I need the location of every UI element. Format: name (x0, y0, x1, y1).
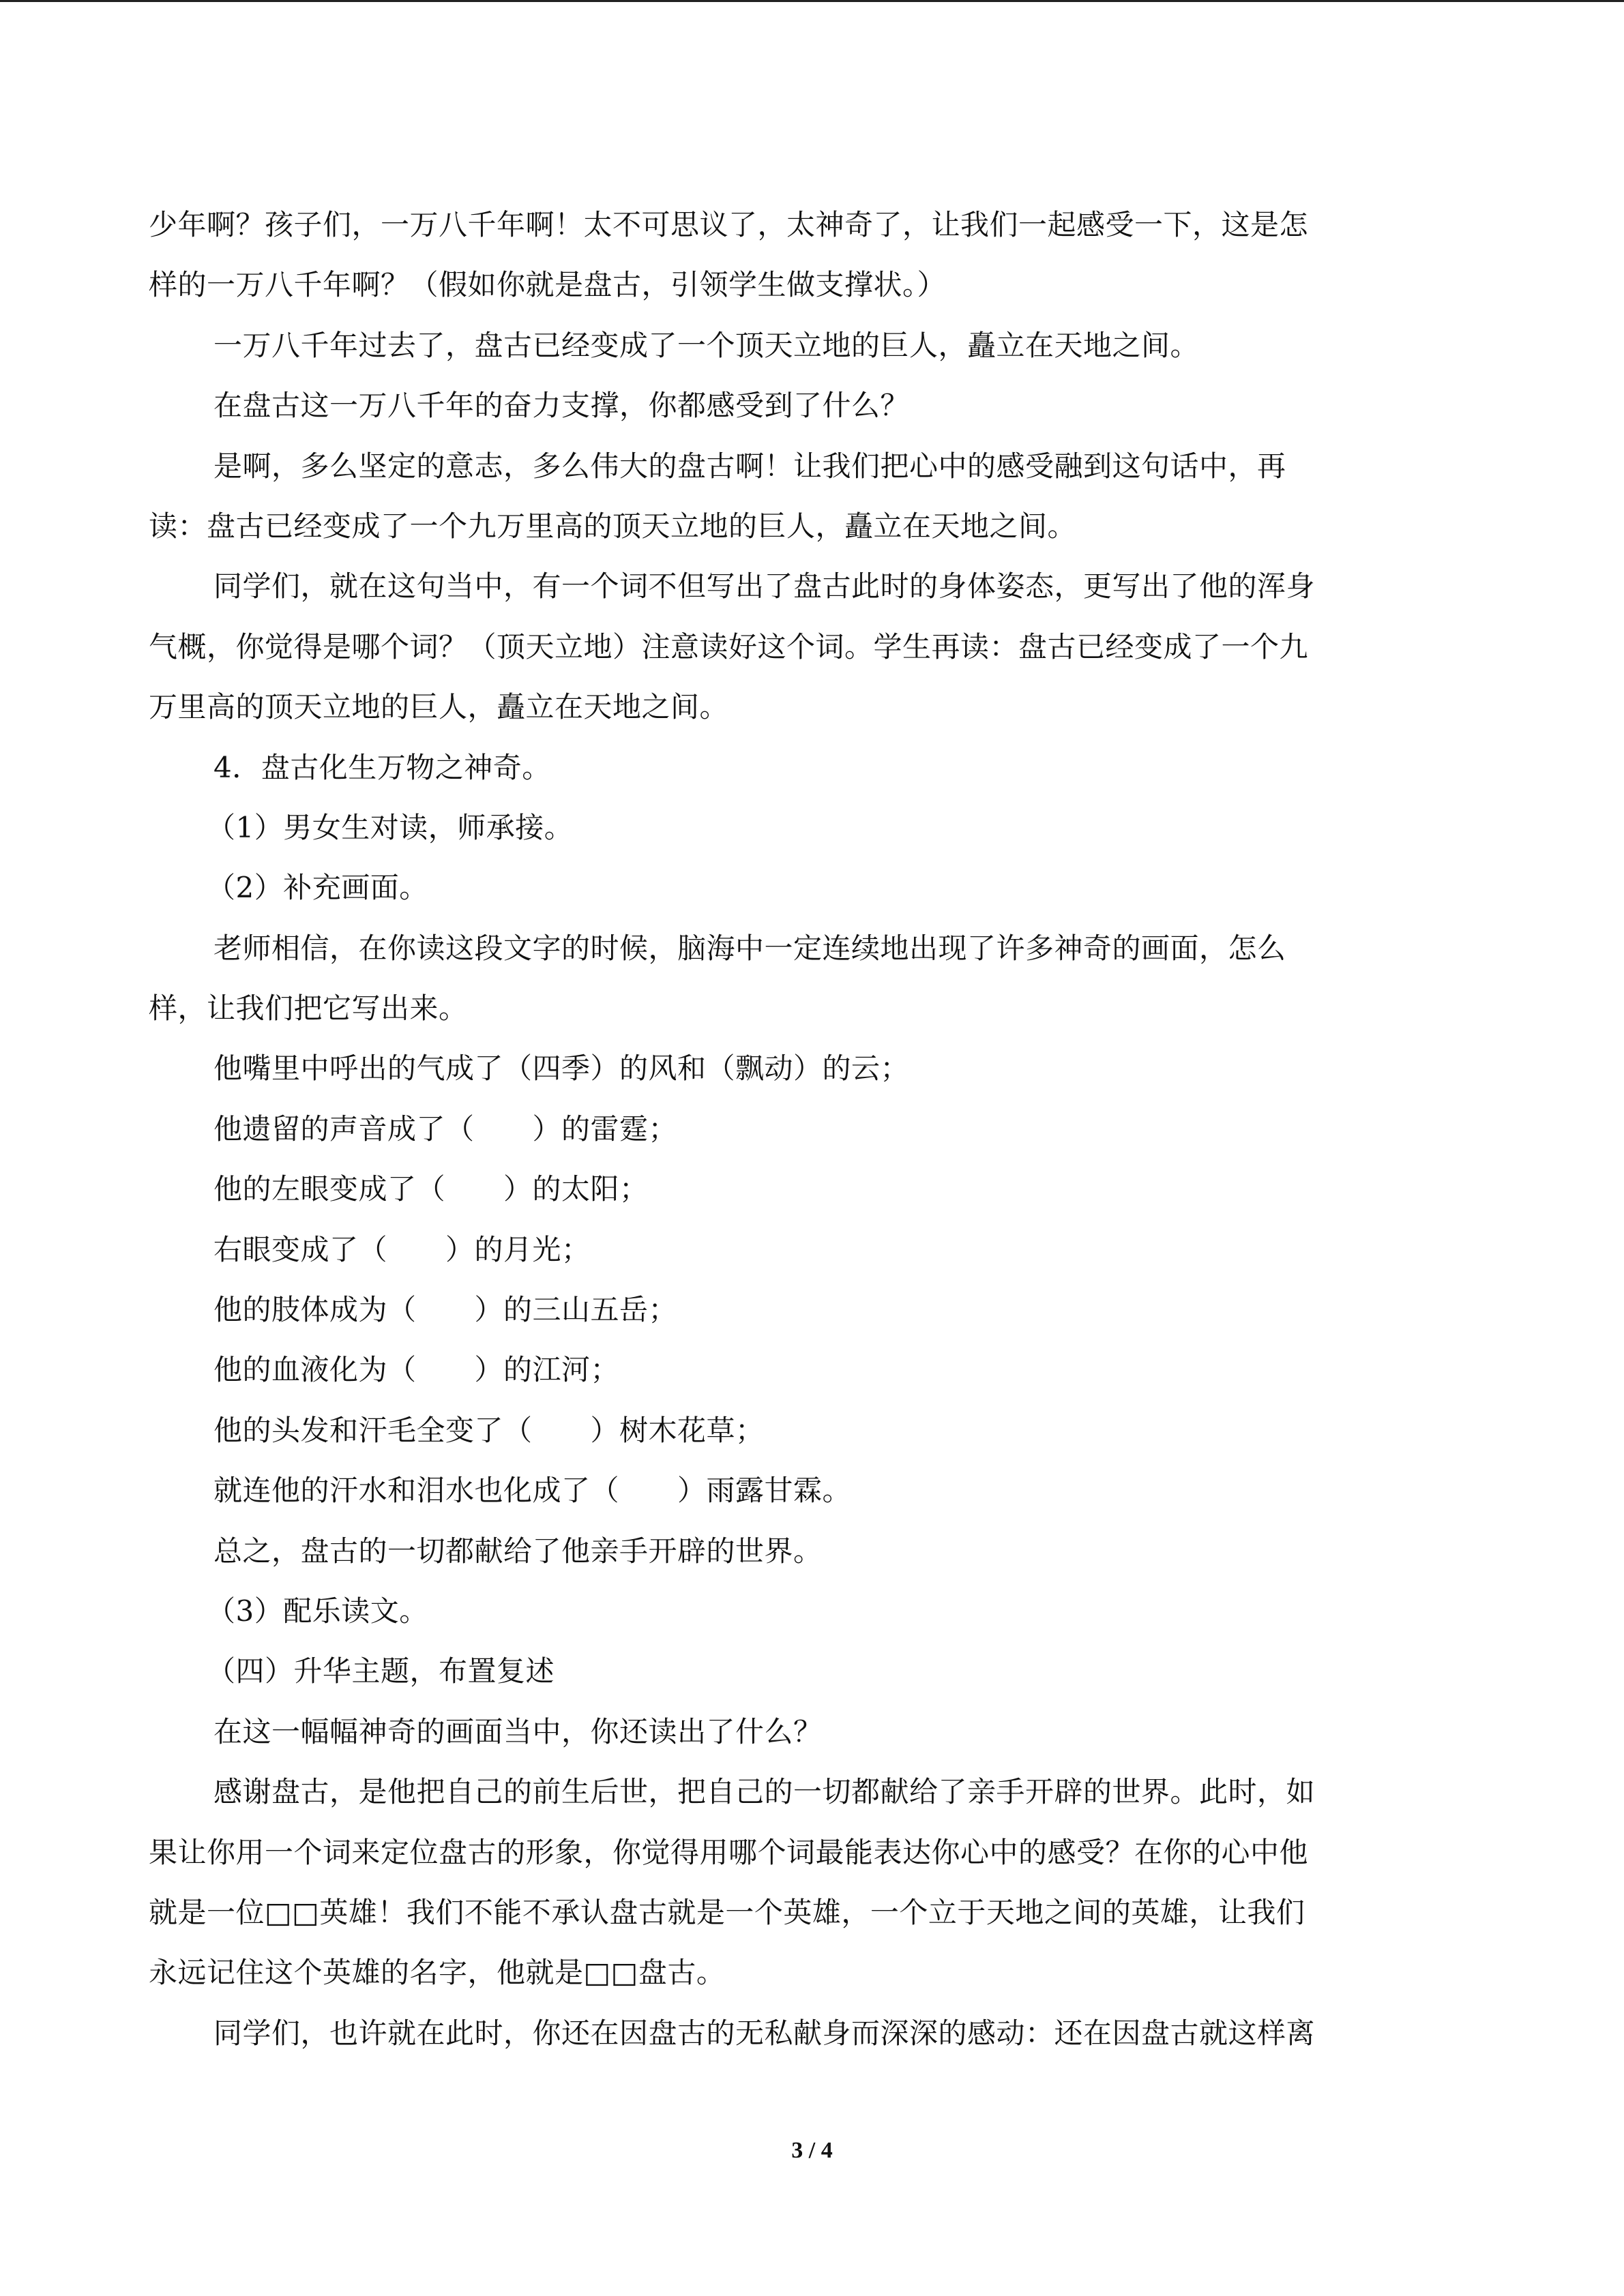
text-line: 在盘古这一万八千年的奋力支撑，你都感受到了什么？ (213, 389, 910, 423)
text-line: 他嘴里中呼出的气成了（四季）的风和（飘动）的云； (213, 1052, 910, 1086)
text-line: 样，让我们把它写出来。 (149, 992, 468, 1026)
text-line: 总之，盘古的一切都献给了他亲手开辟的世界。 (213, 1534, 823, 1568)
text-line: 万里高的顶天立地的巨人，矗立在天地之间。 (149, 690, 729, 724)
text-line: 气概，你觉得是哪个词？（顶天立地）注意读好这个词。学生再读：盘古已经变成了一个九 (149, 629, 1309, 664)
text-line: 同学们，就在这句当中，有一个词不但写出了盘古此时的身体姿态，更写出了他的浑身 (213, 569, 1316, 603)
text-line: 读：盘古已经变成了一个九万里高的顶天立地的巨人，矗立在天地之间。 (149, 509, 1077, 543)
text-line: （1）男女生对读，师承接。 (207, 810, 574, 844)
text-line: （3）配乐读文。 (207, 1594, 428, 1628)
text-line: 是啊，多么坚定的意志，多么伟大的盘古啊！让我们把心中的感受融到这句话中，再 (213, 449, 1286, 483)
text-line: 就是一位□□英雄！我们不能不承认盘古就是一个英雄，一个立于天地之间的英雄，让我们 (149, 1895, 1305, 1929)
document-body (149, 210, 1458, 2078)
page-number: 3 / 4 (791, 2138, 833, 2163)
text-line: 老师相信，在你读这段文字的时候，脑海中一定连续地出现了许多神奇的画面，怎么 (213, 931, 1286, 965)
text-line: 在这一幅幅神奇的画面当中，你还读出了什么？ (213, 1714, 823, 1748)
text-line: 他的头发和汗毛全变了（ ）树木花草； (213, 1413, 765, 1447)
section-heading: 4．盘古化生万物之神奇。 (213, 750, 551, 784)
text-line: 一万八千年过去了，盘古已经变成了一个顶天立地的巨人，矗立在天地之间。 (213, 328, 1200, 362)
text-line: 右眼变成了（ ）的月光； (213, 1232, 591, 1266)
section-heading: （四）升华主题，布置复述 (207, 1654, 555, 1688)
text-line: 永远记住这个英雄的名字，他就是□□盘古。 (149, 1956, 726, 1990)
text-line: 就连他的汗水和泪水也化成了（ ）雨露甘霖。 (213, 1474, 852, 1508)
text-line: 同学们，也许就在此时，你还在因盘古的无私献身而深深的感动：还在因盘古就这样离 (213, 2016, 1316, 2050)
text-line: 样的一万八千年啊？（假如你就是盘古，引领学生做支撑状。） (149, 268, 947, 302)
text-line: 少年啊？孩子们，一万八千年啊！太不可思议了，太神奇了，让我们一起感受一下，这是怎 (149, 208, 1309, 241)
text-line: 他的肢体成为（ ）的三山五岳； (213, 1293, 678, 1327)
text-line: 果让你用一个词来定位盘古的形象，你觉得用哪个词最能表达你心中的感受？在你的心中他 (149, 1835, 1309, 1869)
text-line: 感谢盘古，是他把自己的前生后世，把自己的一切都献给了亲手开辟的世界。此时，如 (213, 1775, 1316, 1809)
text-line: 他的左眼变成了（ ）的太阳； (213, 1172, 649, 1206)
text-line: 他的血液化为（ ）的江河； (213, 1353, 620, 1387)
text-line: 他遗留的声音成了（ ）的雷霆； (213, 1112, 678, 1146)
text-line: （2）补充画面。 (207, 871, 428, 905)
top-border-line (0, 0, 1624, 2)
